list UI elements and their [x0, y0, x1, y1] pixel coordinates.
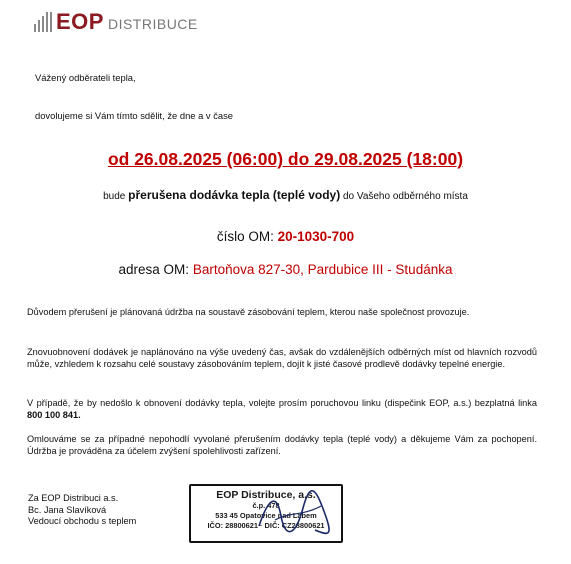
logo-subtitle: DISTRIBUCE	[107, 16, 198, 32]
signature-company: Za EOP Distribuci a.s.	[28, 493, 119, 503]
signature-title: Vedoucí obchodu s teplem	[28, 516, 137, 526]
company-stamp	[189, 484, 343, 543]
stamp-house-number: č.p. 478	[252, 501, 280, 510]
eop-logo	[34, 10, 198, 32]
supply-bold: přerušena dodávka tepla (teplé vody)	[128, 188, 341, 202]
om-value: 20-1030-700	[277, 229, 355, 244]
om-number-line	[0, 229, 571, 244]
logo-bars-icon	[34, 12, 52, 32]
signature-name: Bc. Jana Slavíková	[28, 504, 107, 515]
intro-text: dovolujeme si Vám tímto sdělit, že dne a v čase	[35, 110, 234, 121]
stamp-address: 533 45 Opatovice nad Labem	[215, 511, 317, 520]
om-label: číslo OM:	[216, 229, 274, 244]
om-address-line	[0, 262, 571, 277]
stamp-company: EOP Distribuce, a.s.	[216, 489, 316, 501]
paragraph-restoration: Znovuobnovení dodávek je naplánováno na výše uvedený čas, avšak do vzdálenějších odběrných míst od hlavních rozvodů může, vzhledem k rozsahu celé soustavy zásobováním teplem, dojít k jisté časové prodlevě dodávky tepelné energie.	[27, 347, 537, 369]
hotline-phone: 800 100 841.	[27, 410, 81, 420]
address-value: Bartoňova 827-30, Pardubice III - Studánka	[192, 262, 453, 277]
paragraph-hotline	[27, 397, 537, 421]
logo-brand: EOP	[56, 9, 104, 34]
supply-suffix: do Vašeho odběrného místa	[342, 191, 468, 202]
signature-block	[28, 493, 136, 528]
supply-sentence	[0, 188, 571, 202]
hotline-text: V případě, že by nedošlo k obnovení dodávky tepla, volejte prosím poruchovou linku (dispečink EOP, a.s.) bezplatná linka	[27, 398, 537, 408]
stamp-ids: IČO: 28800621 · DIČ: CZ28800621	[207, 521, 325, 530]
outage-period: od 26.08.2025 (06:00) do 29.08.2025 (18:00)	[107, 149, 464, 169]
paragraph-reason: Důvodem přerušení je plánovaná údržba na soustavě zásobování teplem, kterou naše společnost provozuje.	[27, 307, 470, 317]
address-label: adresa OM:	[118, 262, 190, 277]
supply-prefix: bude	[103, 191, 126, 202]
paragraph-apology: Omlouváme se za případné nepohodlí vyvolané přerušením dodávky tepla (teplé vody) a děkujeme Vám za pochopení. Údržba je prováděna za účelem zvýšení spolehlivosti zařízení.	[27, 434, 537, 456]
salutation: Vážený odběrateli tepla,	[35, 72, 136, 83]
